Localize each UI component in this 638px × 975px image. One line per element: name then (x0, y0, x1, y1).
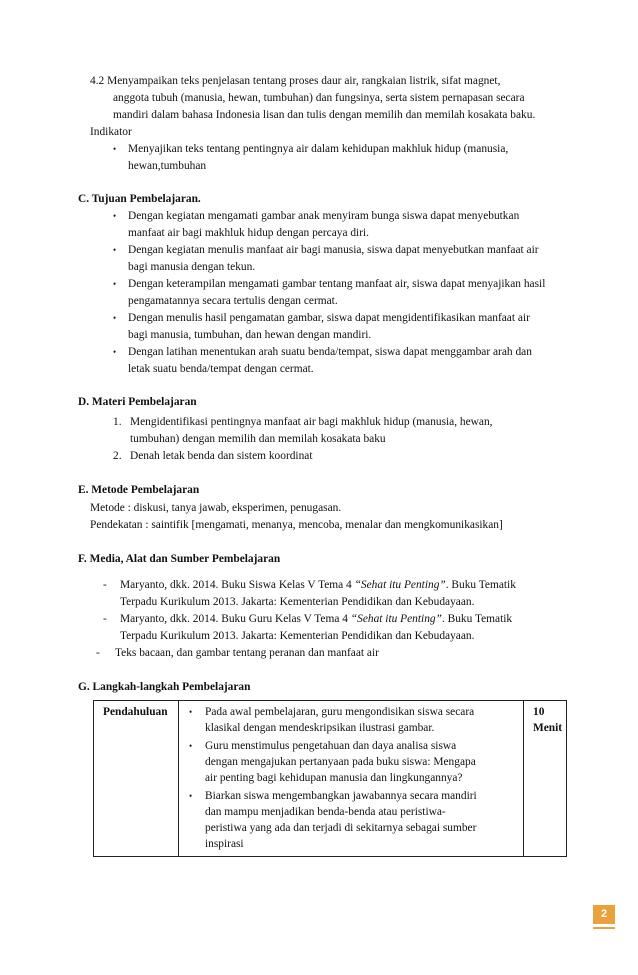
activity-2-line-3: air penting bagi kehidupan manusia dan lingkungannya? (205, 772, 463, 784)
materi-item-1-line-2: tumbuhan) dengan memilih dan memilah kosakata baku (130, 433, 386, 445)
section-e-heading: E. Metode Pembelajaran (78, 484, 200, 496)
materi-item-1-number: 1. (113, 416, 122, 428)
phase-label: Pendahuluan (103, 706, 168, 718)
tujuan-item-4-line-2: bagi manusia, tumbuhan, dan hewan dengan mandiri. (128, 329, 372, 341)
langkah-table (93, 700, 567, 857)
sumber-item-2-line-1: Maryanto, dkk. 2014. Buku Guru Kelas V Tema 4 “Sehat itu Penting”. Buku Tematik (120, 613, 513, 625)
bullet-icon: • (113, 347, 117, 357)
bullet-icon: • (189, 741, 193, 751)
activity-2-line-1: Guru menstimulus pengetahuan dan daya analisa siswa (205, 740, 457, 752)
section-f-heading: F. Media, Alat dan Sumber Pembelajaran (78, 553, 281, 565)
metode-line: Metode : diskusi, tanya jawab, eksperimen, penugasan. (90, 502, 342, 514)
section-d-heading: D. Materi Pembelajaran (78, 396, 197, 408)
bullet-icon: • (189, 791, 193, 801)
sumber-item-1-line-2: Terpadu Kurikulum 2013. Jakarta: Kementerian Pendidikan dan Kebudayaan. (120, 596, 475, 608)
activity-3-line-1: Biarkan siswa mengembangkan jawabannya secara mandiri (205, 790, 477, 802)
tujuan-item-3-line-1: Dengan keterampilan mengamati gambar tentang manfaat air, siswa dapat menyajikan hasil (128, 278, 546, 290)
tujuan-item-2-line-1: Dengan kegiatan menulis manfaat air bagi manusia, siswa dapat menyebutkan manfaat air (128, 244, 539, 256)
activity-1-line-2: klasikal dengan mendeskripsikan ilustrasi gambar. (205, 722, 435, 734)
bullet-icon: • (113, 245, 117, 255)
page-number-underline (593, 927, 615, 929)
sumber-item-3: Teks bacaan, dan gambar tentang peranan dan manfaat air (115, 647, 379, 659)
tujuan-item-5-line-1: Dengan latihan menentukan arah suatu benda/tempat, siswa dapat menggambar arah dan (128, 346, 532, 358)
activity-3-line-2: dan mampu menjadikan benda-benda atau peristiwa- (205, 806, 446, 818)
time-unit: Menit (533, 722, 563, 734)
time-cell (524, 701, 567, 857)
materi-item-2-number: 2. (113, 450, 122, 462)
page-number-badge: 2 (593, 905, 615, 924)
indikator-item-line-1: Menyajikan teks tentang pentingnya air dalam kehidupan makhluk hidup (manusia, (128, 143, 509, 155)
dash-icon: - (103, 579, 107, 591)
indikator-label: Indikator (90, 126, 132, 138)
activity-3-line-3: peristiwa yang ada dan terjadi di sekitarnya sebagai sumber (205, 822, 477, 834)
kd-line-3: mandiri dalam bahasa Indonesia lisan dan tulis dengan memilih dan memilah kosakata baku. (113, 109, 536, 121)
time-number: 10 (533, 706, 545, 718)
tujuan-item-1-line-1: Dengan kegiatan mengamati gambar anak menyiram bunga siswa dapat menyebutkan (128, 210, 520, 222)
tujuan-item-2-line-2: bagi manusia dengan tekun. (128, 261, 256, 273)
bullet-icon: • (113, 313, 117, 323)
activity-2-line-2: dengan mengajukan pertanyaan pada buku siswa: Mengapa (205, 756, 476, 768)
table-row (94, 701, 567, 857)
kd-line-1: 4.2 Menyampaikan teks penjelasan tentang proses daur air, rangkaian listrik, sifat magnet, (90, 75, 501, 87)
tujuan-item-5-line-2: letak suatu benda/tempat dengan cermat. (128, 363, 314, 375)
dash-icon: - (96, 647, 100, 659)
activity-1-line-1: Pada awal pembelajaran, guru mengondisikan siswa secara (205, 706, 475, 718)
materi-item-1-line-1: Mengidentifikasi pentingnya manfaat air bagi makhluk hidup (manusia, hewan, (130, 416, 493, 428)
pendekatan-line: Pendekatan : saintifik [mengamati, menanya, mencoba, menalar dan mengkomunikasikan] (90, 519, 503, 531)
bullet-icon: • (113, 211, 117, 221)
materi-item-2-line-1: Denah letak benda dan sistem koordinat (130, 450, 313, 462)
dash-icon: - (103, 613, 107, 625)
tujuan-item-1-line-2: manfaat air bagi makhluk hidup dengan percaya diri. (128, 227, 370, 239)
activity-3-line-4: inspirasi (205, 838, 244, 850)
activity-cell (179, 701, 524, 857)
section-g-heading: G. Langkah-langkah Pembelajaran (78, 681, 251, 693)
phase-cell (94, 701, 179, 857)
bullet-icon: • (113, 279, 117, 289)
sumber-item-1-line-1: Maryanto, dkk. 2014. Buku Siswa Kelas V Tema 4 “Sehat itu Penting”. Buku Tematik (120, 579, 516, 591)
indikator-item-line-2: hewan,tumbuhan (128, 160, 207, 172)
bullet-icon: • (189, 707, 193, 717)
tujuan-item-4-line-1: Dengan menulis hasil pengamatan gambar, siswa dapat mengidentifikasikan manfaat air (128, 312, 530, 324)
tujuan-item-3-line-2: pengamatannya secara tertulis dengan cermat. (128, 295, 338, 307)
kd-line-2: anggota tubuh (manusia, hewan, tumbuhan) dan fungsinya, serta sistem pernapasan secara (113, 92, 525, 104)
section-c-heading: C. Tujuan Pembelajaran. (78, 193, 201, 205)
bullet-icon: • (113, 144, 117, 154)
sumber-item-2-line-2: Terpadu Kurikulum 2013. Jakarta: Kementerian Pendidikan dan Kebudayaan. (120, 630, 475, 642)
